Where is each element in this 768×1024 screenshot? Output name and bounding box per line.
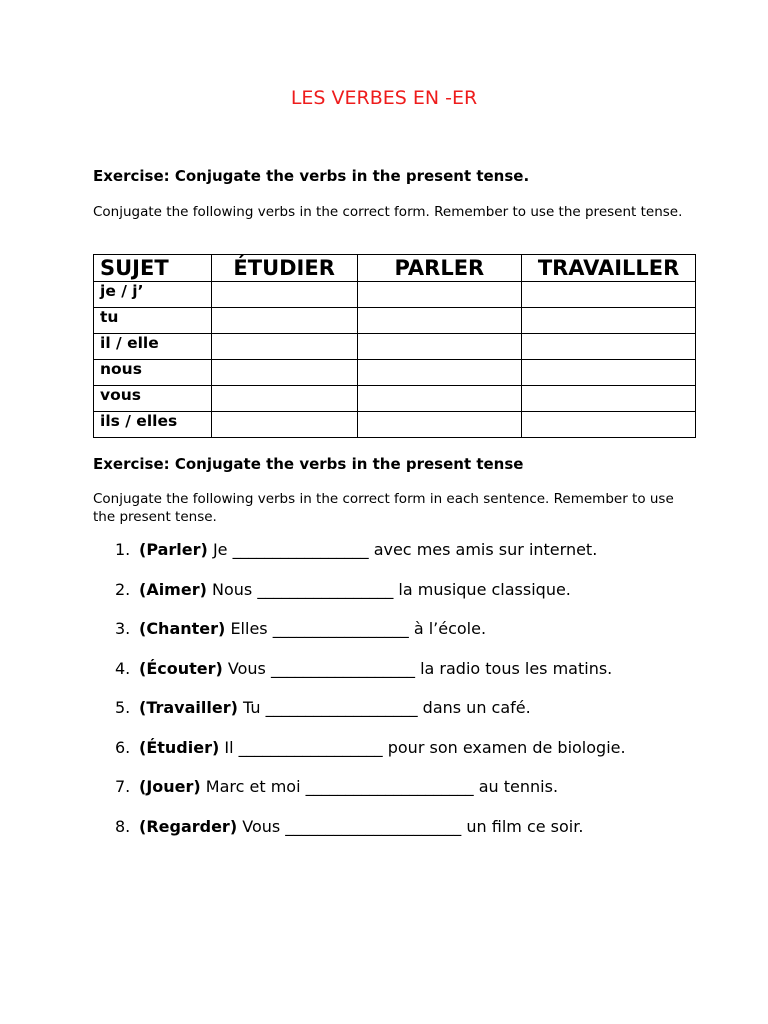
answer-cell-etudier[interactable]	[211, 386, 357, 412]
sentence-subject: Vous	[242, 816, 281, 836]
exercise1-instructions: Conjugate the following verbs in the correct form. Remember to use the present tense.	[93, 204, 683, 220]
sentence-rest: avec mes amis sur internet.	[373, 540, 598, 559]
column-header-travailler: TRAVAILLER	[522, 255, 696, 282]
subject-cell: tu	[94, 308, 212, 334]
list-item	[115, 698, 675, 718]
column-header-etudier: ÉTUDIER	[211, 255, 357, 282]
sentence-subject: Il	[224, 737, 234, 757]
sentence-subject: Vous	[227, 658, 266, 678]
answer-cell-etudier[interactable]	[211, 360, 357, 386]
sentence-text	[139, 659, 675, 679]
verb-hint: (Regarder)	[139, 816, 238, 836]
sentence-subject: Je	[212, 540, 228, 559]
exercise1-heading: Exercise: Conjugate the verbs in the present tense.	[93, 167, 530, 185]
verb-hint: (Jouer)	[139, 777, 201, 796]
answer-cell-parler[interactable]	[357, 412, 522, 438]
sentence-text	[139, 817, 675, 837]
sentence-rest: dans un café.	[422, 698, 531, 717]
list-item	[115, 540, 675, 560]
verb-hint: (Parler)	[139, 540, 208, 559]
sentence-rest: la radio tous les matins.	[420, 658, 613, 678]
sentence-number: 6.	[115, 737, 131, 757]
sentence-number: 4.	[115, 658, 131, 678]
sentence-subject: Elles	[230, 619, 268, 638]
sentence-text	[139, 619, 675, 639]
answer-blank[interactable]: __________________	[238, 737, 383, 757]
sentence-rest: la musique classique.	[398, 579, 571, 599]
sentence-list	[115, 540, 675, 856]
verb-hint: (Écouter)	[139, 658, 223, 678]
table-row	[94, 308, 696, 334]
verb-hint: (Travailler)	[139, 698, 238, 717]
sentence-number: 7.	[115, 777, 131, 796]
answer-blank[interactable]: _________________	[272, 619, 409, 638]
column-header-parler: PARLER	[357, 255, 522, 282]
sentence-text	[139, 698, 675, 718]
answer-cell-parler[interactable]	[357, 360, 522, 386]
sentence-rest: à l’école.	[413, 619, 487, 638]
sentence-number: 1.	[115, 540, 131, 559]
table-row	[94, 360, 696, 386]
sentence-number: 8.	[115, 816, 131, 836]
sentence-number: 5.	[115, 698, 131, 717]
sentence-text	[139, 777, 675, 797]
answer-cell-travailler[interactable]	[522, 334, 696, 360]
table-row	[94, 282, 696, 308]
list-item	[115, 619, 675, 639]
list-item	[115, 777, 675, 797]
subject-cell: il / elle	[94, 334, 212, 360]
answer-cell-travailler[interactable]	[522, 308, 696, 334]
sentence-subject: Nous	[212, 579, 253, 599]
table-row	[94, 412, 696, 438]
answer-cell-travailler[interactable]	[522, 360, 696, 386]
answer-blank[interactable]: _____________________	[305, 777, 474, 796]
page-title: LES VERBES EN -ER	[290, 87, 478, 109]
sentence-subject: Tu	[242, 698, 261, 717]
sentence-subject: Marc et moi	[205, 777, 301, 796]
table-row	[94, 334, 696, 360]
answer-cell-parler[interactable]	[357, 308, 522, 334]
answer-cell-travailler[interactable]	[522, 282, 696, 308]
verb-hint: (Chanter)	[139, 619, 226, 638]
sentence-rest: un film ce soir.	[466, 816, 584, 836]
table-row	[94, 386, 696, 412]
sentence-text	[139, 540, 675, 560]
answer-cell-parler[interactable]	[357, 334, 522, 360]
subject-cell: je / j’	[94, 282, 212, 308]
subject-cell: ils / elles	[94, 412, 212, 438]
sentence-number: 2.	[115, 579, 131, 599]
answer-blank[interactable]: ___________________	[265, 698, 418, 717]
list-item	[115, 738, 675, 758]
exercise2-instructions: Conjugate the following verbs in the correct form in each sentence. Remember to use the present tense.	[93, 491, 674, 525]
answer-cell-travailler[interactable]	[522, 412, 696, 438]
list-item	[115, 817, 675, 837]
sentence-number: 3.	[115, 619, 131, 638]
conjugation-table	[93, 254, 696, 438]
verb-hint: (Étudier)	[139, 737, 220, 757]
subject-cell: vous	[94, 386, 212, 412]
answer-cell-etudier[interactable]	[211, 282, 357, 308]
sentence-rest: au tennis.	[478, 777, 559, 796]
subject-cell: nous	[94, 360, 212, 386]
verb-hint: (Aimer)	[139, 579, 207, 599]
answer-cell-parler[interactable]	[357, 282, 522, 308]
answer-blank[interactable]: _________________	[257, 579, 394, 599]
exercise2-heading: Exercise: Conjugate the verbs in the present tense	[93, 455, 524, 473]
list-item	[115, 580, 675, 600]
answer-blank[interactable]: __________________	[270, 658, 415, 678]
answer-cell-parler[interactable]	[357, 386, 522, 412]
answer-cell-etudier[interactable]	[211, 308, 357, 334]
sentence-text	[139, 738, 675, 758]
sentence-rest: pour son examen de biologie.	[387, 737, 626, 757]
answer-blank[interactable]: _________________	[232, 540, 369, 559]
answer-blank[interactable]: ______________________	[285, 816, 462, 836]
sentence-text	[139, 580, 675, 600]
answer-cell-etudier[interactable]	[211, 412, 357, 438]
answer-cell-travailler[interactable]	[522, 386, 696, 412]
table-header-row	[94, 255, 696, 282]
answer-cell-etudier[interactable]	[211, 334, 357, 360]
list-item	[115, 659, 675, 679]
column-header-sujet: SUJET	[94, 255, 212, 282]
